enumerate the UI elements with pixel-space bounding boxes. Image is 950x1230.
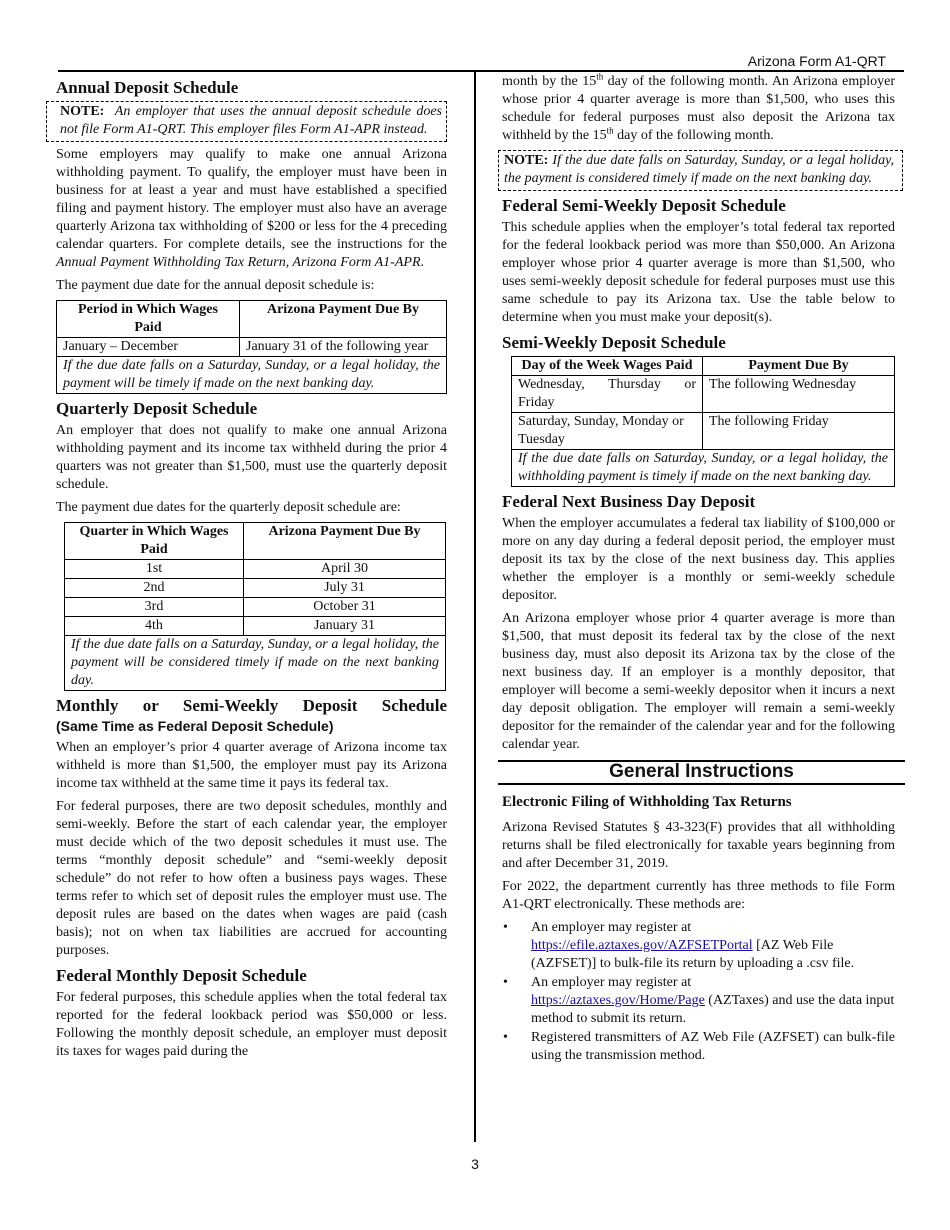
column-header: Period in Which Wages Paid (57, 301, 240, 338)
note-label: NOTE: (504, 153, 549, 168)
table-row (57, 338, 447, 357)
efile-paragraph: Arizona Revised Statutes § 43-323(F) provides that all withholding returns shall be filed electronically for taxable years beginning from and after December 31, 2019. (502, 820, 895, 871)
bullet-icon: • (503, 1030, 508, 1045)
annual-note (46, 101, 447, 142)
table-cell: October 31 (244, 598, 446, 617)
next-day-paragraph: When the employer accumulates a federal tax liability of $100,000 or more on any day during a federal deposit period, the employer must deposit its tax by the close of the next business day. This applies whether the employer is a monthly or semi-weekly schedule depositor. (502, 516, 895, 603)
table-note-row (57, 357, 447, 394)
table-cell: 3rd (65, 598, 244, 617)
table-cell: January 31 of the following year (240, 338, 447, 357)
table-cell: 2nd (65, 579, 244, 598)
column-header: Day of the Week Wages Paid (512, 357, 703, 376)
page-number: 3 (471, 1156, 479, 1172)
table-note: If the due date falls on a Saturday, Sunday, or a legal holiday, the payment will be timely if made on the next banking day. (57, 357, 447, 394)
monthly-semi-heading: Monthly or Semi-Weekly Deposit Schedule (56, 696, 447, 715)
list-item: • Registered transmitters of AZ Web File (AZFSET) can bulk-file using the transmission method. (503, 1030, 895, 1063)
form-title: Arizona Form A1-QRT (747, 53, 886, 69)
table-cell: July 31 (244, 579, 446, 598)
table-row (65, 560, 446, 579)
quarterly-due-intro: The payment due dates for the quarterly deposit schedule are: (56, 500, 401, 515)
continued-paragraph: month by the 15th day of the following month. An Arizona employer whose prior 4 quarter average is more than $1,500, who uses this schedule for federal purposes must also deposit the Arizona tax withheld by the 15th day of the following month. (502, 71, 895, 143)
table-row (65, 598, 446, 617)
table-note-row (65, 636, 446, 691)
table-note: If the due date falls on a Saturday, Sunday, or a legal holiday, the payment will be considered timely if made on the next banking day. (65, 636, 446, 691)
form-reference: Annual Payment Withholding Tax Return, Arizona Form A1-APR (56, 255, 421, 270)
table-cell: 4th (65, 617, 244, 636)
right-column (502, 73, 895, 1066)
table-cell: January 31 (244, 617, 446, 636)
column-header: Payment Due By (703, 357, 895, 376)
table-cell: April 30 (244, 560, 446, 579)
bullet-icon: • (503, 920, 508, 935)
monthly-semi-paragraph: For federal purposes, there are two deposit schedules, monthly and semi-weekly. Before the start of each calendar year, the employer must decide which of the two deposit schedules it must use. The terms “monthly deposit schedule” and “semi-weekly deposit schedule” do not refer to how often a business pays wages. These terms refer to which set of deposit rules the employer must use. The deposit rules are based on the dates when wages are paid (cash basis); not on when tax liabilities are accrued for accounting purposes. (56, 799, 447, 958)
header-rule (58, 70, 904, 72)
table-header-row (65, 523, 446, 560)
table-row (65, 617, 446, 636)
annual-table (56, 300, 447, 394)
table-row (512, 413, 895, 450)
left-column (56, 73, 447, 1066)
note-text: If the due date falls on Saturday, Sunday, or a legal holiday, the payment is considered timely if made on the next banking day. (504, 153, 895, 186)
next-day-paragraph: An Arizona employer whose prior 4 quarter average is more than $1,500, that must deposit its federal tax by the close of the next business day, must also deposit its Arizona tax by the close of the next business day. If an employer is a monthly depositor, that employer will become a semi-weekly depositor when it incurs a next day deposit obligation. The employer will remain a semi-weekly depositor for the remainder of the calendar year and for the following calendar year. (502, 611, 895, 752)
next-day-heading: Federal Next Business Day Deposit (502, 492, 756, 511)
table-header-row (512, 357, 895, 376)
bullet-icon: • (503, 975, 508, 990)
table-cell: 1st (65, 560, 244, 579)
azfset-portal-link[interactable]: https://efile.aztaxes.gov/AZFSETPortal (531, 938, 753, 953)
semi-weekly-heading: Semi-Weekly Deposit Schedule (502, 333, 726, 352)
table-cell: The following Friday (703, 413, 895, 450)
due-date-note (498, 150, 903, 191)
federal-monthly-heading: Federal Monthly Deposit Schedule (56, 966, 307, 985)
table-cell: January – December (57, 338, 240, 357)
annual-heading: Annual Deposit Schedule (56, 78, 239, 97)
quarterly-heading: Quarterly Deposit Schedule (56, 399, 258, 418)
quarterly-table (64, 522, 446, 691)
table-row (512, 376, 895, 413)
general-instructions-title: General Instructions (498, 760, 905, 785)
quarterly-paragraph: An employer that does not qualify to make one annual Arizona withholding payment and its income tax withheld during the prior 4 quarters was not greater than $1,500, must use the quarterly deposit schedule. (56, 423, 447, 492)
column-header: Arizona Payment Due By (244, 523, 446, 560)
semi-weekly-table (511, 356, 895, 487)
list-item: • An employer may register at https://aztaxes.gov/Home/Page (AZTaxes) and use the data input method to submit its return. (503, 975, 895, 1026)
efile-methods-intro: For 2022, the department currently has three methods to file Form A1-QRT electronically. These methods are: (502, 879, 895, 912)
table-note: If the due date falls on Saturday, Sunday, or a legal holiday, the withholding payment is timely if made on the next banking day. (512, 450, 895, 487)
column-header: Quarter in Which Wages Paid (65, 523, 244, 560)
table-header-row (57, 301, 447, 338)
efile-heading: Electronic Filing of Withholding Tax Returns (502, 794, 792, 810)
column-divider (474, 70, 476, 1142)
federal-monthly-paragraph: For federal purposes, this schedule applies when the total federal tax reported for the federal lookback period was $50,000 or less. Following the monthly deposit schedule, an employer must deposit its taxes for wages paid during the (56, 990, 447, 1059)
table-cell: Wednesday, Thursday or Friday (512, 376, 703, 413)
efile-methods-list (502, 919, 895, 1065)
table-cell: The following Wednesday (703, 376, 895, 413)
list-item: • An employer may register at https://efile.aztaxes.gov/AZFSETPortal [AZ Web File (AZFSET)] to bulk-file its return by uploading a .csv file. (503, 920, 855, 971)
monthly-semi-subheading: (Same Time as Federal Deposit Schedule) (56, 718, 334, 734)
annual-paragraph: Some employers may qualify to make one annual Arizona withholding payment. To qualify, the employer must have been in business for at least a year and must have established a specified filing and payment history. The employer must also have an average quarterly Arizona tax withholding of $200 or less for the 4 preceding calendar quarters. For complete details, see the instructions for the Annual Payment Withholding Tax Return, Arizona Form A1-APR. (56, 147, 447, 270)
annual-due-intro: The payment due date for the annual deposit schedule is: (56, 278, 375, 293)
note-text: An employer that uses the annual deposit schedule does not file Form A1-QRT. This employer files Form A1-APR instead. (60, 104, 443, 137)
note-label: NOTE: (60, 104, 105, 119)
federal-semi-weekly-paragraph: This schedule applies when the employer’s total federal tax reported for the federal lookback period was more than $50,000. An Arizona employer whose prior 4 quarter average is more than $1,500, who uses semi-weekly deposit schedule for federal purposes must use this same schedule to pay its Arizona tax. Use the table below to determine when you must make your deposit(s). (502, 220, 895, 325)
table-row (65, 579, 446, 598)
federal-semi-weekly-heading: Federal Semi-Weekly Deposit Schedule (502, 196, 786, 215)
column-header: Arizona Payment Due By (240, 301, 447, 338)
table-cell: Saturday, Sunday, Monday or Tuesday (512, 413, 703, 450)
aztaxes-link[interactable]: https://aztaxes.gov/Home/Page (531, 993, 705, 1008)
monthly-semi-paragraph: When an employer’s prior 4 quarter average of Arizona income tax withheld is more than $1,500, the employer must pay its Arizona income tax withheld at the same time it pays its federal tax. (56, 740, 447, 791)
table-note-row (512, 450, 895, 487)
